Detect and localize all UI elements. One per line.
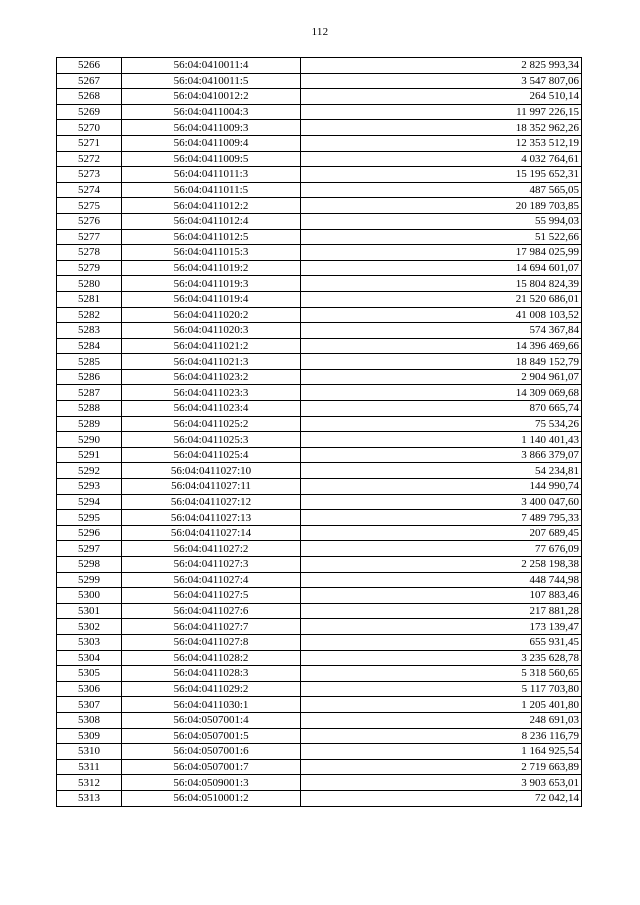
cadastral-value-cell: 217 881,28	[301, 603, 582, 619]
row-number-cell: 5299	[57, 572, 122, 588]
table-row	[57, 198, 582, 214]
table-row	[57, 229, 582, 245]
cadastral-value-cell: 2 258 198,38	[301, 557, 582, 573]
cadastral-value-cell: 1 164 925,54	[301, 744, 582, 760]
cadastral-number-cell: 56:04:0411009:3	[122, 120, 301, 136]
page-number: 112	[311, 26, 329, 38]
cadastral-number-cell: 56:04:0411027:10	[122, 463, 301, 479]
table-row	[57, 385, 582, 401]
cadastral-number-cell: 56:04:0411027:8	[122, 634, 301, 650]
cadastral-value-cell: 3 235 628,78	[301, 650, 582, 666]
table-row	[57, 666, 582, 682]
cadastral-number-cell: 56:04:0411028:2	[122, 650, 301, 666]
cadastral-number-cell: 56:04:0411012:2	[122, 198, 301, 214]
table-row	[57, 790, 582, 806]
cadastral-value-cell: 15 804 824,39	[301, 276, 582, 292]
cadastral-value-cell: 75 534,26	[301, 416, 582, 432]
row-number-cell: 5270	[57, 120, 122, 136]
cadastral-number-cell: 56:04:0410011:5	[122, 73, 301, 89]
cadastral-number-cell: 56:04:0411023:3	[122, 385, 301, 401]
cadastral-number-cell: 56:04:0507001:7	[122, 759, 301, 775]
cadastral-number-cell: 56:04:0411027:12	[122, 494, 301, 510]
cadastral-value-cell: 72 042,14	[301, 790, 582, 806]
cadastral-value-cell: 7 489 795,33	[301, 510, 582, 526]
cadastral-number-cell: 56:04:0510001:2	[122, 790, 301, 806]
cadastral-number-cell: 56:04:0411023:2	[122, 369, 301, 385]
table-row	[57, 634, 582, 650]
row-number-cell: 5301	[57, 603, 122, 619]
table-row	[57, 401, 582, 417]
cadastral-value-cell: 2 825 993,34	[301, 58, 582, 74]
row-number-cell: 5281	[57, 291, 122, 307]
cadastral-number-cell: 56:04:0411028:3	[122, 666, 301, 682]
row-number-cell: 5294	[57, 494, 122, 510]
row-number-cell: 5307	[57, 697, 122, 713]
cadastral-number-cell: 56:04:0411009:4	[122, 135, 301, 151]
table-row	[57, 494, 582, 510]
cadastral-number-cell: 56:04:0411027:13	[122, 510, 301, 526]
table-row	[57, 557, 582, 573]
cadastral-value-cell: 264 510,14	[301, 89, 582, 105]
row-number-cell: 5278	[57, 245, 122, 261]
cadastral-number-cell: 56:04:0411020:2	[122, 307, 301, 323]
cadastral-value-cell: 55 994,03	[301, 213, 582, 229]
cadastral-value-cell: 1 205 401,80	[301, 697, 582, 713]
table-row	[57, 323, 582, 339]
table-row	[57, 151, 582, 167]
cadastral-number-cell: 56:04:0411027:2	[122, 541, 301, 557]
row-number-cell: 5267	[57, 73, 122, 89]
table-row	[57, 276, 582, 292]
cadastral-value-cell: 15 195 652,31	[301, 167, 582, 183]
row-number-cell: 5295	[57, 510, 122, 526]
cadastral-value-cell: 12 353 512,19	[301, 135, 582, 151]
cadastral-value-cell: 3 547 807,06	[301, 73, 582, 89]
cadastral-number-cell: 56:04:0411027:11	[122, 479, 301, 495]
row-number-cell: 5300	[57, 588, 122, 604]
cadastral-value-cell: 870 665,74	[301, 401, 582, 417]
table-row	[57, 744, 582, 760]
table-row	[57, 167, 582, 183]
cadastral-value-cell: 41 008 103,52	[301, 307, 582, 323]
cadastral-value-cell: 51 522,66	[301, 229, 582, 245]
row-number-cell: 5273	[57, 167, 122, 183]
table-row	[57, 104, 582, 120]
table-row	[57, 728, 582, 744]
row-number-cell: 5308	[57, 712, 122, 728]
cadastral-value-cell: 18 352 962,26	[301, 120, 582, 136]
cadastral-number-cell: 56:04:0507001:6	[122, 744, 301, 760]
table-row	[57, 307, 582, 323]
cadastral-value-cell: 487 565,05	[301, 182, 582, 198]
row-number-cell: 5292	[57, 463, 122, 479]
table-row	[57, 213, 582, 229]
table-row	[57, 58, 582, 74]
row-number-cell: 5297	[57, 541, 122, 557]
cadastral-number-cell: 56:04:0411027:5	[122, 588, 301, 604]
table-row	[57, 416, 582, 432]
table-row	[57, 447, 582, 463]
row-number-cell: 5289	[57, 416, 122, 432]
cadastral-number-cell: 56:04:0411020:3	[122, 323, 301, 339]
cadastral-number-cell: 56:04:0411012:4	[122, 213, 301, 229]
table-row	[57, 354, 582, 370]
cadastral-number-cell: 56:04:0411027:6	[122, 603, 301, 619]
table-row	[57, 650, 582, 666]
row-number-cell: 5266	[57, 58, 122, 74]
row-number-cell: 5276	[57, 213, 122, 229]
table-row	[57, 135, 582, 151]
row-number-cell: 5302	[57, 619, 122, 635]
table-row	[57, 510, 582, 526]
cadastral-value-cell: 655 931,45	[301, 634, 582, 650]
cadastral-number-cell: 56:04:0411030:1	[122, 697, 301, 713]
cadastral-number-cell: 56:04:0411009:5	[122, 151, 301, 167]
table-body	[57, 58, 582, 807]
row-number-cell: 5282	[57, 307, 122, 323]
table-row	[57, 463, 582, 479]
cadastral-number-cell: 56:04:0411029:2	[122, 681, 301, 697]
cadastral-value-cell: 20 189 703,85	[301, 198, 582, 214]
cadastral-number-cell: 56:04:0411019:2	[122, 260, 301, 276]
cadastral-number-cell: 56:04:0410012:2	[122, 89, 301, 105]
table-row	[57, 369, 582, 385]
cadastral-number-cell: 56:04:0411025:2	[122, 416, 301, 432]
row-number-cell: 5279	[57, 260, 122, 276]
cadastral-value-cell: 17 984 025,99	[301, 245, 582, 261]
row-number-cell: 5275	[57, 198, 122, 214]
table-row	[57, 245, 582, 261]
cadastral-number-cell: 56:04:0411015:3	[122, 245, 301, 261]
cadastral-value-cell: 21 520 686,01	[301, 291, 582, 307]
cadastral-value-cell: 18 849 152,79	[301, 354, 582, 370]
table-row	[57, 619, 582, 635]
row-number-cell: 5304	[57, 650, 122, 666]
cadastral-number-cell: 56:04:0411021:3	[122, 354, 301, 370]
table-row	[57, 775, 582, 791]
row-number-cell: 5274	[57, 182, 122, 198]
cadastral-number-cell: 56:04:0507001:4	[122, 712, 301, 728]
cadastral-value-cell: 107 883,46	[301, 588, 582, 604]
cadastral-value-table	[56, 57, 582, 807]
table-row	[57, 697, 582, 713]
table-row	[57, 89, 582, 105]
row-number-cell: 5280	[57, 276, 122, 292]
table-row	[57, 182, 582, 198]
cadastral-value-cell: 4 032 764,61	[301, 151, 582, 167]
row-number-cell: 5309	[57, 728, 122, 744]
row-number-cell: 5291	[57, 447, 122, 463]
cadastral-number-cell: 56:04:0411025:4	[122, 447, 301, 463]
row-number-cell: 5283	[57, 323, 122, 339]
cadastral-number-cell: 56:04:0411027:7	[122, 619, 301, 635]
row-number-cell: 5313	[57, 790, 122, 806]
table-row	[57, 73, 582, 89]
row-number-cell: 5287	[57, 385, 122, 401]
cadastral-value-cell: 3 903 653,01	[301, 775, 582, 791]
cadastral-value-cell: 574 367,84	[301, 323, 582, 339]
cadastral-value-cell: 5 117 703,80	[301, 681, 582, 697]
row-number-cell: 5285	[57, 354, 122, 370]
cadastral-value-cell: 8 236 116,79	[301, 728, 582, 744]
cadastral-value-cell: 3 400 047,60	[301, 494, 582, 510]
row-number-cell: 5306	[57, 681, 122, 697]
cadastral-value-cell: 5 318 560,65	[301, 666, 582, 682]
cadastral-value-cell: 207 689,45	[301, 525, 582, 541]
cadastral-number-cell: 56:04:0509001:3	[122, 775, 301, 791]
table-row	[57, 432, 582, 448]
table-row	[57, 588, 582, 604]
cadastral-value-cell: 448 744,98	[301, 572, 582, 588]
row-number-cell: 5312	[57, 775, 122, 791]
row-number-cell: 5311	[57, 759, 122, 775]
cadastral-number-cell: 56:04:0411019:3	[122, 276, 301, 292]
table-row	[57, 572, 582, 588]
cadastral-number-cell: 56:04:0411011:5	[122, 182, 301, 198]
cadastral-value-cell: 3 866 379,07	[301, 447, 582, 463]
row-number-cell: 5290	[57, 432, 122, 448]
cadastral-number-cell: 56:04:0411023:4	[122, 401, 301, 417]
cadastral-value-cell: 1 140 401,43	[301, 432, 582, 448]
cadastral-number-cell: 56:04:0411027:3	[122, 557, 301, 573]
cadastral-value-cell: 173 139,47	[301, 619, 582, 635]
table-row	[57, 603, 582, 619]
cadastral-value-cell: 144 990,74	[301, 479, 582, 495]
cadastral-value-cell: 2 904 961,07	[301, 369, 582, 385]
row-number-cell: 5284	[57, 338, 122, 354]
cadastral-value-cell: 14 396 469,66	[301, 338, 582, 354]
table-row	[57, 291, 582, 307]
row-number-cell: 5277	[57, 229, 122, 245]
cadastral-value-cell: 248 691,03	[301, 712, 582, 728]
table-row	[57, 338, 582, 354]
cadastral-number-cell: 56:04:0507001:5	[122, 728, 301, 744]
cadastral-number-cell: 56:04:0411004:3	[122, 104, 301, 120]
cadastral-number-cell: 56:04:0411027:4	[122, 572, 301, 588]
row-number-cell: 5310	[57, 744, 122, 760]
table-row	[57, 541, 582, 557]
table-row	[57, 260, 582, 276]
cadastral-number-cell: 56:04:0411025:3	[122, 432, 301, 448]
cadastral-number-cell: 56:04:0410011:4	[122, 58, 301, 74]
table-row	[57, 759, 582, 775]
row-number-cell: 5303	[57, 634, 122, 650]
cadastral-value-cell: 54 234,81	[301, 463, 582, 479]
row-number-cell: 5268	[57, 89, 122, 105]
cadastral-number-cell: 56:04:0411019:4	[122, 291, 301, 307]
table-row	[57, 479, 582, 495]
cadastral-value-cell: 77 676,09	[301, 541, 582, 557]
table-row	[57, 525, 582, 541]
row-number-cell: 5296	[57, 525, 122, 541]
row-number-cell: 5272	[57, 151, 122, 167]
row-number-cell: 5298	[57, 557, 122, 573]
row-number-cell: 5269	[57, 104, 122, 120]
cadastral-value-cell: 14 309 069,68	[301, 385, 582, 401]
table-row	[57, 120, 582, 136]
cadastral-number-cell: 56:04:0411021:2	[122, 338, 301, 354]
cadastral-number-cell: 56:04:0411011:3	[122, 167, 301, 183]
cadastral-number-cell: 56:04:0411027:14	[122, 525, 301, 541]
table-row	[57, 712, 582, 728]
cadastral-value-cell: 2 719 663,89	[301, 759, 582, 775]
row-number-cell: 5305	[57, 666, 122, 682]
row-number-cell: 5293	[57, 479, 122, 495]
table-row	[57, 681, 582, 697]
row-number-cell: 5286	[57, 369, 122, 385]
cadastral-number-cell: 56:04:0411012:5	[122, 229, 301, 245]
row-number-cell: 5288	[57, 401, 122, 417]
cadastral-value-cell: 11 997 226,15	[301, 104, 582, 120]
cadastral-value-cell: 14 694 601,07	[301, 260, 582, 276]
row-number-cell: 5271	[57, 135, 122, 151]
